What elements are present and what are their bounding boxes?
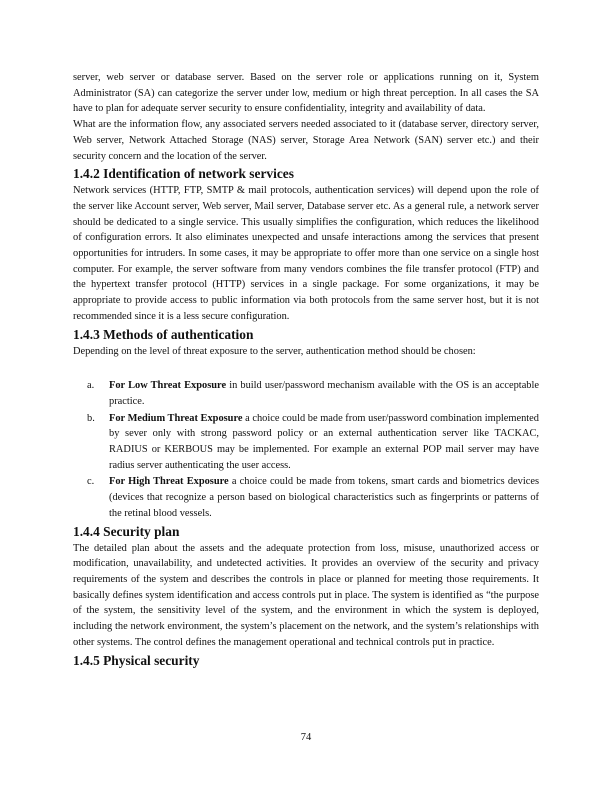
authentication-method-list (73, 378, 539, 521)
list-item-lead: For Low Threat Exposure (109, 380, 227, 392)
list-item-low-threat (73, 378, 539, 409)
list-item-text: a choice could be made from tokens, smart cards and biometrics devices (devices that recognize a person based on biological characteristics such as fingerprints or patterns of the retinal blood vessels. (109, 476, 539, 519)
list-item-lead: For Medium Threat Exposure (109, 412, 243, 424)
heading-identification-of-network-services: 1.4.2 Identification of network services (73, 166, 294, 182)
spacer (73, 359, 539, 374)
heading-physical-security: 1.4.5 Physical security (73, 652, 200, 668)
paragraph-security-plan: The detailed plan about the assets and the adequate protection from loss, misuse, unauthorized access or modification, unavailability, and undetected activities. It provides an overview of the security and privacy requirements of the system and describes the controls in place or planned for meeting those requirements. It basically defines system identification and access controls put in place. The system is identified as “the purpose of the system, the sensitivity level of the system, and the environment in which the system is deployed, including the network environment, the system’s placement on the network, and the system’s relationships with other systems. The control defines the management operational and technical controls put in practice. (73, 542, 539, 648)
page-number: 74 (300, 732, 312, 743)
list-marker: b. (87, 412, 95, 424)
paragraph-network-services: Network services (HTTP, FTP, SMTP & mail protocols, authentication services) will depend upon the role of the server like Account server, Web server, Mail server, Database server etc. As a general rule, a network server should be dedicated to a single service. This usually simplifies the configuration, which reduces the likelihood of configuration errors. It also eliminates unexpected and unsafe interactions among the services that present opportunities for intruders. In some cases, it may be appropriate to offer more than one service on a single host computer. For example, the server software from many vendors combines the file transfer protocol (FTP) and the hypertext transfer protocol (HTTP) services in a single package. For some organizations, it may be appropriate to provide access to public information via both protocols from the same server host, but it is not recommended since it is a less secure configuration. (73, 185, 539, 322)
list-item-text: in build user/password mechanism available with the OS is an acceptable practice. (109, 380, 539, 407)
list-item-medium-threat (73, 411, 539, 474)
list-item-high-threat (73, 474, 539, 521)
list-marker: c. (87, 476, 95, 488)
paragraph-authentication-intro: Depending on the level of threat exposure to the server, authentication method should be chosen: (73, 345, 476, 357)
list-marker: a. (87, 380, 95, 392)
heading-security-plan: 1.4.4 Security plan (73, 523, 180, 539)
paragraph-server-role: server, web server or database server. Based on the server role or applications running on it, System Administrator (SA) can categorize the server under low, medium or high threat perception. In all cases the SA have to plan for adequate server security to ensure confidentiality, integrity and availability of data. (73, 72, 539, 115)
list-item-lead: For High Threat Exposure (109, 476, 229, 488)
heading-methods-of-authentication: 1.4.3 Methods of authentication (73, 326, 254, 342)
list-item-text: a choice could be made from user/password combination implemented by sever only with strong password policy or an external authentication server like TACKAC, RADIUS or KERBOUS may be implemented. For example an external POP mail server may have radius server authenticating the user access. (109, 412, 539, 471)
page-body (73, 70, 539, 670)
paragraph-information-flow: What are the information flow, any associated servers needed associated to it (database server, directory server, Web server, Network Attached Storage (NAS) server, Storage Area Network (SAN) server etc.) and their security concern and the location of the server. (73, 119, 539, 162)
